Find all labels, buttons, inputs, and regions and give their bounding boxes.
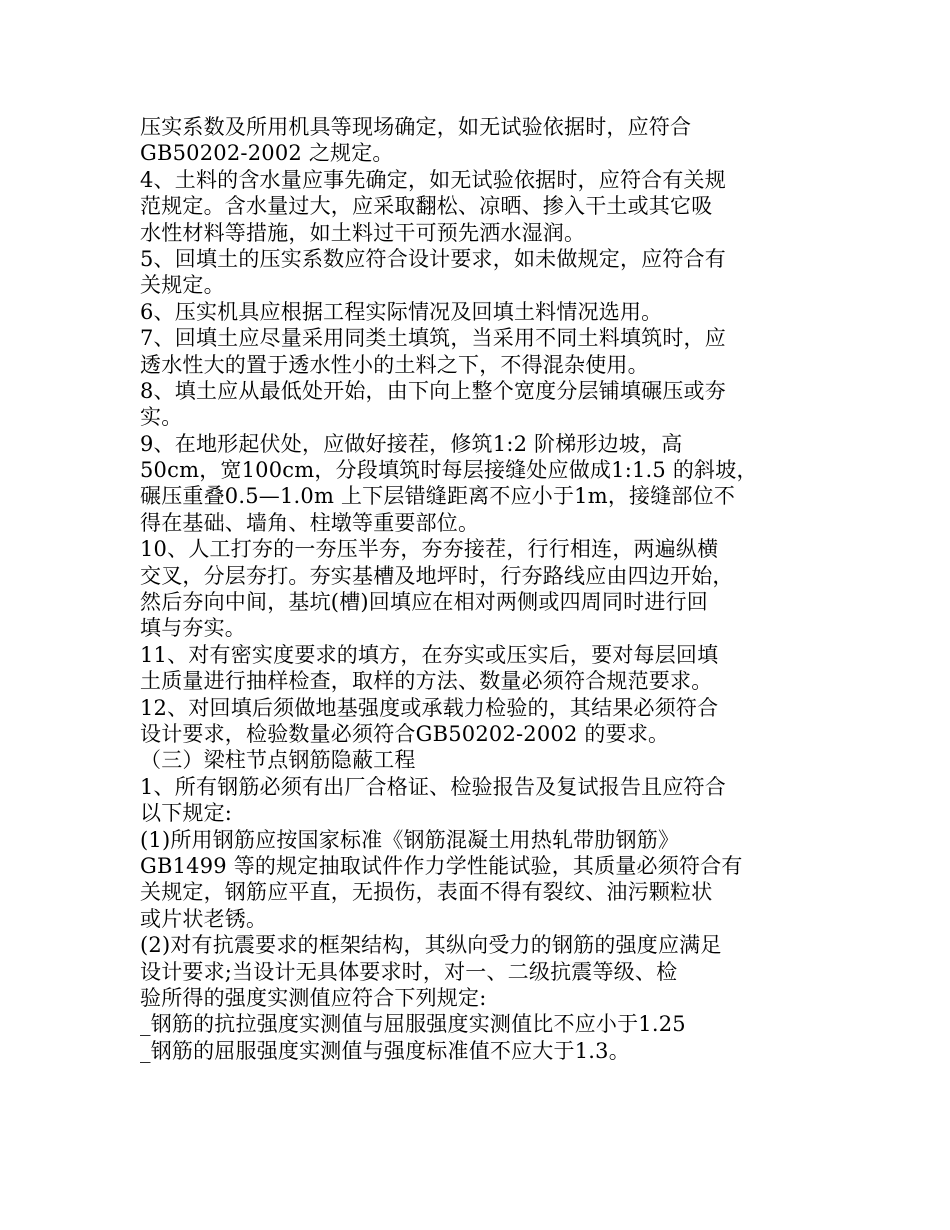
text-line: 1、所有钢筋必须有出厂合格证、检验报告及复试报告且应符合 [140,774,726,799]
text-line: 12、对回填后须做地基强度或承载力检验的，其结果必须符合 [140,695,719,720]
text-line: GB50202-2002 之规定。 [140,141,394,166]
text-line: 5、回填土的压实系数应符合设计要求，如未做规定，应符合有 [140,246,726,271]
text-line: (1)所用钢筋应按国家标准《钢筋混凝土用热轧带肋钢筋》 [140,827,680,852]
text-line: 10、人工打夯的一夯压半夯，夯夯接茬，行行相连，两遍纵横 [140,537,719,562]
text-line: 得在基础、墙角、柱墩等重要部位。 [140,510,480,535]
text-line: 11、对有密实度要求的填方，在夯实或压实后，要对每层回填 [140,642,719,667]
text-line: 以下规定: [140,801,233,826]
body-text [140,114,820,1064]
text-line: 然后夯向中间，基坑(槽)回填应在相对两侧或四周同时进行回 [140,590,708,615]
text-line: 或片状老锈。 [140,906,268,931]
text-line: 4、土料的含水量应事先确定，如无试验依据时，应符合有关规 [140,167,726,192]
text-line: 填与夯实。 [140,616,246,641]
text-line: (2)对有抗震要求的框架结构，其纵向受力的钢筋的强度应满足 [140,933,722,958]
section-heading: （三）梁柱节点钢筋隐蔽工程 [140,748,416,773]
text-line: 9、在地形起伏处，应做好接茬，修筑1:2 阶梯形边坡，高 [140,431,683,456]
text-line: _钢筋的屈服强度实测值与强度标准值不应大于1.3。 [140,1038,630,1063]
text-line: 6、压实机具应根据工程实际情况及回填土料情况选用。 [140,299,663,324]
text-line: 验所得的强度实测值应符合下列规定: [140,985,487,1010]
text-line: 50cm，宽100cm，分段填筑时每层接缝处应做成1:1.5 的斜坡， [140,458,758,483]
text-line: 水性材料等措施，如土料过干可预先洒水湿润。 [140,220,586,245]
text-line: 关规定，钢筋应平直，无损伤，表面不得有裂纹、油污颗粒状 [140,880,713,905]
text-line: 交叉，分层夯打。夯实基槽及地坪时，行夯路线应由四边开始， [140,563,734,588]
text-line: 范规定。含水量过大，应采取翻松、凉晒、掺入干土或其它吸 [140,194,713,219]
text-line: _钢筋的抗拉强度实测值与屈服强度实测值比不应小于1.25 [140,1012,686,1037]
text-line: 设计要求，检验数量必须符合GB50202-2002 的要求。 [140,721,670,746]
text-line: 压实系数及所用机具等现场确定，如无试验依据时，应符合 [140,115,692,139]
text-line: 透水性大的置于透水性小的土料之下，不得混杂使用。 [140,352,649,377]
text-line: 7、回填土应尽量采用同类土填筑，当采用不同土料填筑时，应 [140,326,726,351]
text-line: 设计要求;当设计无具体要求时，对一、二级抗震等级、检 [140,959,678,984]
text-line: 关规定。 [140,273,225,298]
text-line: 实。 [140,405,183,430]
text-line: GB1499 等的规定抽取试件作力学性能试验，其质量必须符合有 [140,853,743,878]
text-line: 土质量进行抽样检查，取样的方法、数量必须符合规范要求。 [140,669,713,694]
text-line: 碾压重叠0.5—1.0m 上下层错缝距离不应小于1m，接缝部位不 [140,484,736,509]
text-line: 8、填土应从最低处开始，由下向上整个宽度分层铺填碾压或夯 [140,378,726,403]
